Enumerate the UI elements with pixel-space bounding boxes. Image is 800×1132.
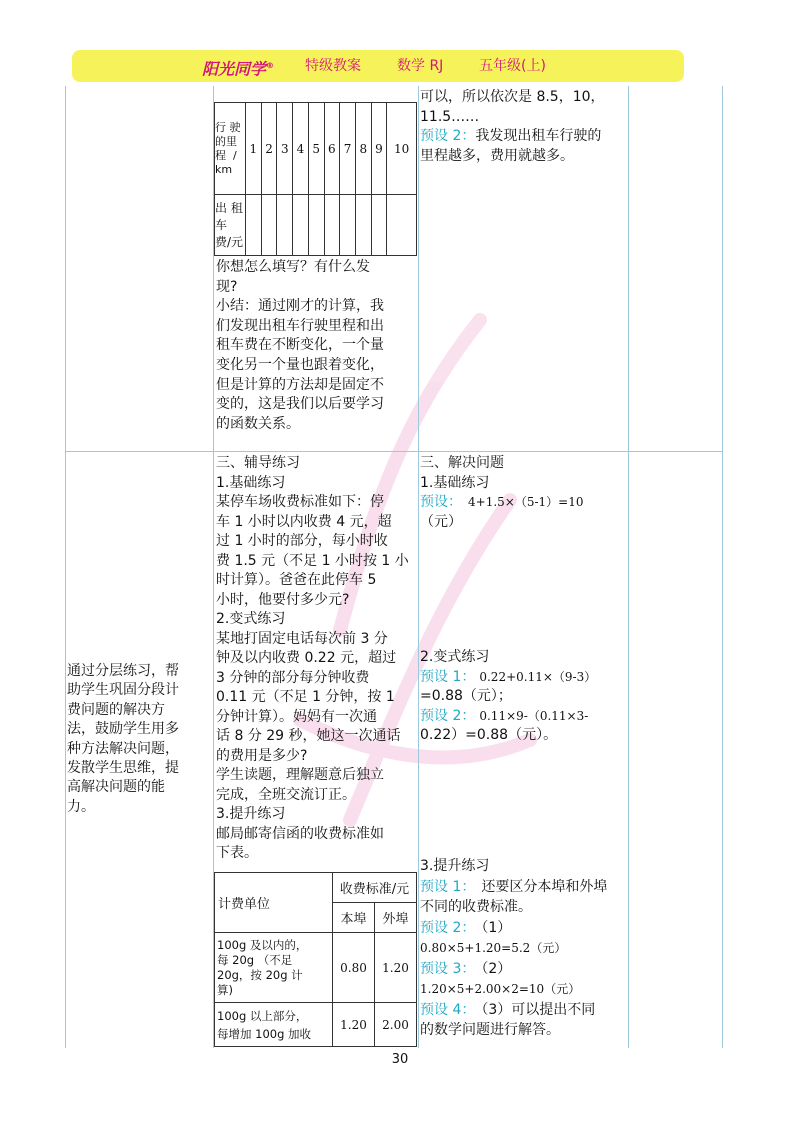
table-border-left	[65, 86, 66, 1048]
text-line: 变的，这是我们以后要学习	[216, 396, 384, 413]
text-line: 钟及以内收费 0.22 元，超过	[216, 650, 397, 666]
text-line: 高解决问题的能	[67, 779, 165, 796]
text-line: 费 1.5 元（不足 1 小时按 1 小	[216, 552, 409, 569]
mileage-cell: 7	[340, 103, 356, 195]
preset-line: 预设 2： 0.11×9-（0.11×3-	[420, 707, 589, 724]
text-line: 话 8 分 29 秒，她这一次通话	[216, 728, 401, 744]
text-line: 费问题的解决方	[67, 701, 165, 718]
postage-row-label: 100g 及以内的， 每 20g （不足 20g，按 20g 计 算)	[215, 933, 333, 1003]
preset-label: 预设：	[420, 494, 462, 511]
mileage-cell: 1	[246, 103, 262, 195]
mileage-cell: 6	[324, 103, 340, 195]
text-line: 0.11 元（不足 1 分钟，按 1	[216, 689, 395, 705]
text-line: 预设 2：我发现出租车行驶的	[420, 128, 602, 145]
mileage-cell: 2	[261, 103, 277, 195]
text-line: 力。	[67, 798, 95, 815]
text-line: 过 1 小时的部分，每小时收	[216, 533, 388, 549]
mileage-cell: 3	[277, 103, 293, 195]
preset-line: 预设 1： 还要区分本埠和外埠	[420, 878, 608, 895]
sub-heading: 1.基础练习	[420, 474, 490, 491]
sub-heading: 3.提升练习	[216, 806, 286, 822]
preset-line: 预设： 4+1.5×（5-1）=10	[420, 494, 584, 511]
preset-label: 预设 4：	[420, 1001, 476, 1018]
postage-local-value: 1.20	[333, 1003, 375, 1047]
mileage-cell: 5	[308, 103, 324, 195]
solutions-section-3	[420, 856, 607, 1041]
practice-exercises	[216, 454, 409, 864]
fare-cell	[324, 195, 340, 256]
fare-cell	[277, 195, 293, 256]
postage-local-value: 0.80	[333, 933, 375, 1003]
text-line: 小结：通过刚才的计算，我	[216, 298, 384, 315]
text-line: 种方法解决问题，	[67, 740, 179, 757]
text-line: 的函数关系。	[216, 415, 300, 432]
header-subject: 数学 RJ	[397, 58, 444, 74]
text-line: 某地打固定电话每次前 3 分	[216, 630, 388, 647]
text-line: 的费用是多少?	[216, 747, 308, 764]
page-number: 30	[391, 1052, 409, 1067]
text-line: 可以，所以依次是 8.5，10，	[420, 89, 605, 105]
postage-row-label: 100g 以上部分， 每增加 100g 加收	[215, 1003, 333, 1047]
text-line: 3 分钟的部分每分钟收费	[216, 669, 370, 686]
text-line: 车 1 小时以内收费 4 元，超	[216, 513, 392, 530]
text-line: 11.5……	[420, 108, 480, 125]
table-divider-3	[628, 86, 629, 1048]
mileage-cell: 8	[355, 103, 371, 195]
preset-line: 预设 4： （3）可以提出不同	[420, 1001, 596, 1018]
header-unit: 计费单位	[215, 873, 333, 933]
header-local: 本埠	[333, 903, 375, 933]
text-line: 完成，全班交流订正。	[216, 786, 356, 803]
preset-line: 预设 2： （1）	[420, 919, 512, 936]
text-line: 你想怎么填写？有什么发	[216, 259, 370, 275]
fare-cell	[340, 195, 356, 256]
fare-cell	[246, 195, 262, 256]
text-line: 法，鼓励学生用多	[67, 721, 179, 738]
table-row-divider	[65, 451, 723, 452]
design-intent	[67, 662, 179, 817]
text-line: 0.22）=0.88（元）。	[420, 727, 558, 744]
activity-summary	[216, 258, 384, 434]
solutions-section-1	[420, 454, 583, 532]
section-heading: 三、解决问题	[420, 455, 504, 471]
fare-cell	[293, 195, 309, 256]
text-line: 但是计算的方法却是固定不	[216, 376, 384, 393]
header-grade: 五年级(上)	[479, 58, 546, 74]
text-line: 不同的收费标准。	[420, 899, 532, 915]
fare-cell	[308, 195, 324, 256]
sub-heading: 2.变式练习	[420, 649, 490, 665]
text-line: （元）	[420, 513, 462, 530]
text-line: 下表。	[216, 845, 258, 861]
text-line: 里程越多，费用就越多。	[420, 147, 574, 164]
preset-label: 预设 2：	[420, 919, 476, 936]
text-line: 租车费在不断变化，一个量	[216, 337, 384, 354]
fare-cell	[355, 195, 371, 256]
sub-heading: 1.基础练习	[216, 474, 286, 491]
preset-line: 预设 3： （2）	[420, 960, 512, 977]
postage-out-value: 1.20	[374, 933, 416, 1003]
preset-line: 预设 1： 0.22+0.11×（9-3）	[420, 668, 597, 685]
text-line: 学生读题，理解题意后独立	[216, 767, 384, 783]
text-line: 们发现出租车行驶里程和出	[216, 317, 384, 334]
mileage-cell: 10	[387, 103, 417, 195]
sub-heading: 3.提升练习	[420, 858, 490, 874]
header-standard: 收费标准/元	[333, 873, 417, 903]
mileage-cell: 4	[293, 103, 309, 195]
text-line: 分钟计算）。妈妈有一次通	[216, 708, 377, 725]
preset-label: 预设 1：	[420, 668, 476, 685]
text-line: 的数学问题进行解答。	[420, 1022, 560, 1038]
text-line: 某停车场收费标准如下：停	[216, 494, 384, 510]
fare-row-label: 出 租 车 费/元	[215, 195, 246, 256]
text-line: 变化另一个量也跟着变化，	[216, 356, 384, 373]
text-line: =0.88（元）；	[420, 688, 512, 705]
text-line: 助学生巩固分段计	[67, 682, 179, 699]
student-response-top	[420, 88, 605, 166]
text-line: 邮局邮寄信函的收费标准如	[216, 825, 384, 842]
fare-cell	[371, 195, 387, 256]
preset-label: 预设 2：	[420, 707, 476, 724]
text-line: 发散学生思维，提	[67, 760, 179, 777]
header-out: 外埠	[374, 903, 416, 933]
table-divider-2	[418, 86, 419, 1048]
sub-heading: 2.变式练习	[216, 611, 286, 627]
preset-label: 预设 2：	[420, 128, 476, 145]
section-heading: 三、辅导练习	[216, 455, 300, 471]
text-line: 通过分层练习，帮	[67, 663, 179, 679]
postage-out-value: 2.00	[374, 1003, 416, 1047]
text-line: 1.20×5+2.00×2=10（元）	[420, 982, 581, 996]
solutions-section-2	[420, 648, 596, 746]
text-line: 时计算）。爸爸在此停车 5	[216, 572, 377, 588]
preset-label: 预设 1：	[420, 878, 476, 895]
table-border-right	[722, 86, 723, 1048]
postage-fee-table	[214, 872, 417, 1047]
text-line: 小时，他要付多少元?	[216, 591, 350, 608]
mileage-cell: 9	[371, 103, 387, 195]
text-line: 现?	[216, 278, 238, 295]
mileage-row-label: 行 驶 的里 程 / km	[215, 103, 246, 195]
preset-label: 预设 3：	[420, 960, 476, 977]
header-series: 特级教案	[305, 58, 361, 74]
page-header	[72, 50, 684, 82]
brand-logo: 阳光同学®	[202, 59, 275, 79]
mileage-fare-table	[214, 102, 417, 256]
text-line: 0.80×5+1.20=5.2（元）	[420, 941, 567, 955]
fare-cell	[387, 195, 417, 256]
fare-cell	[261, 195, 277, 256]
